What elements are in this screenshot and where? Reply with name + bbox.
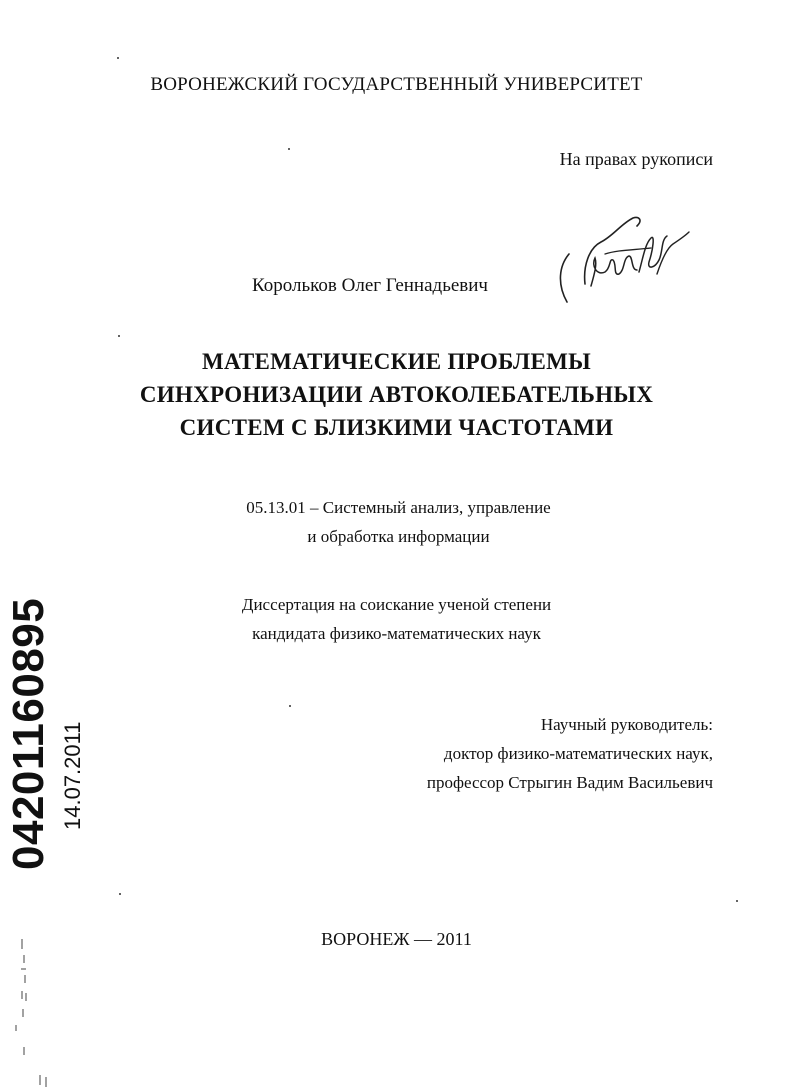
advisor-line: Научный руководитель: [540, 715, 713, 734]
title-line: МАТЕМАТИЧЕСКИЕ ПРОБЛЕМЫ [202, 349, 591, 374]
scan-speck [288, 148, 290, 150]
title-line: СИСТЕМ С БЛИЗКИМИ ЧАСТОТАМИ [179, 415, 614, 440]
stamp-code: 04201160895 [4, 597, 53, 870]
degree-block [0, 590, 793, 648]
author-name: Корольков Олег Геннадьевич [252, 275, 488, 296]
title-line: СИНХРОНИЗАЦИИ АВТОКОЛЕБАТЕЛЬНЫХ [139, 382, 654, 407]
degree-line: Диссертация на соискание ученой степени [241, 595, 552, 614]
scan-speck [119, 893, 121, 895]
library-stamp [4, 597, 85, 870]
degree-line: кандидата физико-математических наук [252, 624, 541, 643]
scan-speck [289, 705, 291, 707]
manuscript-note: На правах рукописи [559, 149, 713, 169]
specialty-block [2, 493, 793, 551]
scan-speck [117, 57, 119, 59]
specialty-line: 05.13.01 – Системный анализ, управление [246, 498, 551, 517]
city-year: ВОРОНЕЖ — 2011 [321, 929, 472, 949]
scan-speck [118, 335, 120, 337]
scan-speck [736, 900, 738, 902]
advisor-line: доктор физико-математических наук, [443, 744, 713, 763]
stamp-date: 14.07.2011 [60, 721, 85, 830]
advisor-block [427, 710, 713, 797]
signature-icon [555, 214, 690, 306]
advisor-line: профессор Стрыгин Вадим Васильевич [426, 773, 713, 792]
scan-edge-marks [14, 935, 54, 1091]
specialty-line: и обработка информации [307, 527, 490, 546]
university-name: ВОРОНЕЖСКИЙ ГОСУДАРСТВЕННЫЙ УНИВЕРСИТЕТ [150, 74, 643, 95]
dissertation-title [0, 345, 793, 444]
